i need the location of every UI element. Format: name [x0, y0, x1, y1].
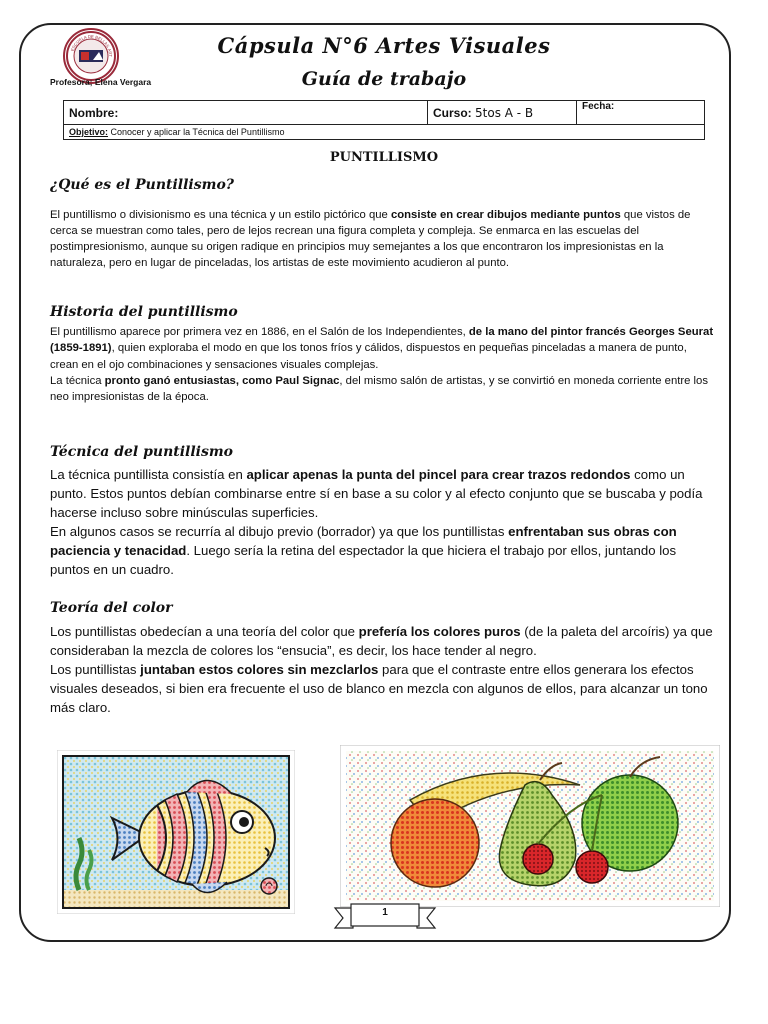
text: . Luego sería la retina del espectador la que hiciera el trabajo por ellos, juntando los puntos en un cuadro.: [50, 543, 677, 577]
bold-text: prefería los colores puros: [358, 624, 521, 639]
course-field[interactable]: [428, 101, 577, 125]
text: La técnica puntillista consistía en: [50, 467, 247, 482]
bold-text: de la mano del pintor francés Georges Seurat (1859-1891): [50, 326, 714, 355]
fruits-pointillism-image: [340, 745, 720, 907]
page-number-banner: [333, 900, 437, 932]
paragraph-color-theory: [50, 622, 716, 717]
text: Los puntillistas obedecían a una teoría del color que: [50, 624, 359, 639]
text: En algunos casos se recurría al dibujo previo (borrador) ya que los puntillistas: [50, 524, 509, 539]
paragraph-history: [50, 324, 716, 405]
page-number: 1: [382, 907, 388, 918]
text: , quien exploraba el modo en que los tonos fríos y cálidos, dispuestos en pequeñas pinceladas a manera de punto, crean en el ojo combinaciones y sensaciones visuales complejas.: [50, 342, 687, 371]
date-field[interactable]: [577, 101, 705, 125]
heading-what-is: ¿Qué es el Puntillismo?: [50, 177, 234, 193]
text: Los puntillistas: [50, 662, 141, 677]
text: El puntillismo o divisionismo es una técnica y un estilo pictórico que: [50, 209, 391, 221]
bold-text: enfrentaban sus obras con paciencia y tenacidad: [50, 524, 677, 558]
course-value: 5tos A - B: [475, 105, 534, 120]
page-title: Cápsula N°6 Artes Visuales: [217, 33, 551, 58]
text: , del mismo salón de artistas, y se convirtió en moneda corriente entre los neo impresionistas de la época.: [50, 374, 708, 404]
objective-label: Objetivo:: [69, 127, 109, 137]
name-label: Nombre:: [69, 105, 119, 120]
text: (de la paleta del arcoíris) ya que consideraban la mezcla de colores los “ensucia”, es decir, los hace tender al negro.: [50, 624, 713, 658]
objective-text: Conocer y aplicar la Técnica del Puntillismo: [110, 127, 285, 137]
heading-history: Historia del puntillismo: [50, 304, 238, 320]
heading-color-theory: Teoría del color: [50, 600, 173, 616]
text: El puntillismo aparece por primera vez en 1886, en el Salón de los Independientes,: [50, 326, 469, 338]
objective-row: [64, 125, 705, 140]
heading-technique: Técnica del puntillismo: [50, 444, 234, 460]
text: para que el contraste entre ellos generara los efectos visuales deseados, si bien era frecuente el uso de blanco en mezcla con algunos de ellos, para alcanzar un tono más claro.: [50, 662, 708, 715]
bold-text: juntaban estos colores sin mezclarlos: [140, 662, 379, 677]
text: como un punto. Estos puntos debían combinarse entre sí en base a su color y al efecto conjunto que se buscaba y podía hacerse incluso sobre minúsculas superficies.: [50, 467, 703, 520]
paragraph-what-is: [50, 207, 716, 271]
date-label: Fecha:: [582, 101, 615, 112]
teacher-name: Profesora; Elena Vergara: [50, 77, 152, 87]
fish-pointillism-image: [57, 750, 295, 914]
main-title: PUNTILLISMO: [329, 150, 439, 165]
bold-text: aplicar apenas la punta del pincel para crear trazos redondos: [246, 467, 631, 482]
paragraph-technique: [50, 465, 716, 579]
course-label: Curso:: [433, 105, 472, 120]
text: La técnica: [50, 374, 105, 387]
text: que vistos de cerca se muestran como tales, pero de lejos recrean una figura completa y compleja. Se enmarca en las escuelas del postimpresionismo, aunque su origen radique en principios muy semejantes a los que encontraron los impresionistas en la naturaleza, pero en lugar de pinceladas, los artistas de este movimiento acudieron al punto.: [50, 209, 691, 270]
logo-text: ESCUELA DE BELLAS ART: [69, 33, 114, 57]
bold-text: consiste en crear dibujos mediante puntos: [390, 209, 621, 221]
page-subtitle: Guía de trabajo: [301, 68, 467, 90]
student-info-table: [63, 100, 705, 140]
name-field[interactable]: [64, 101, 428, 125]
bold-text: pronto ganó entusiastas, como Paul Signac: [104, 374, 340, 387]
